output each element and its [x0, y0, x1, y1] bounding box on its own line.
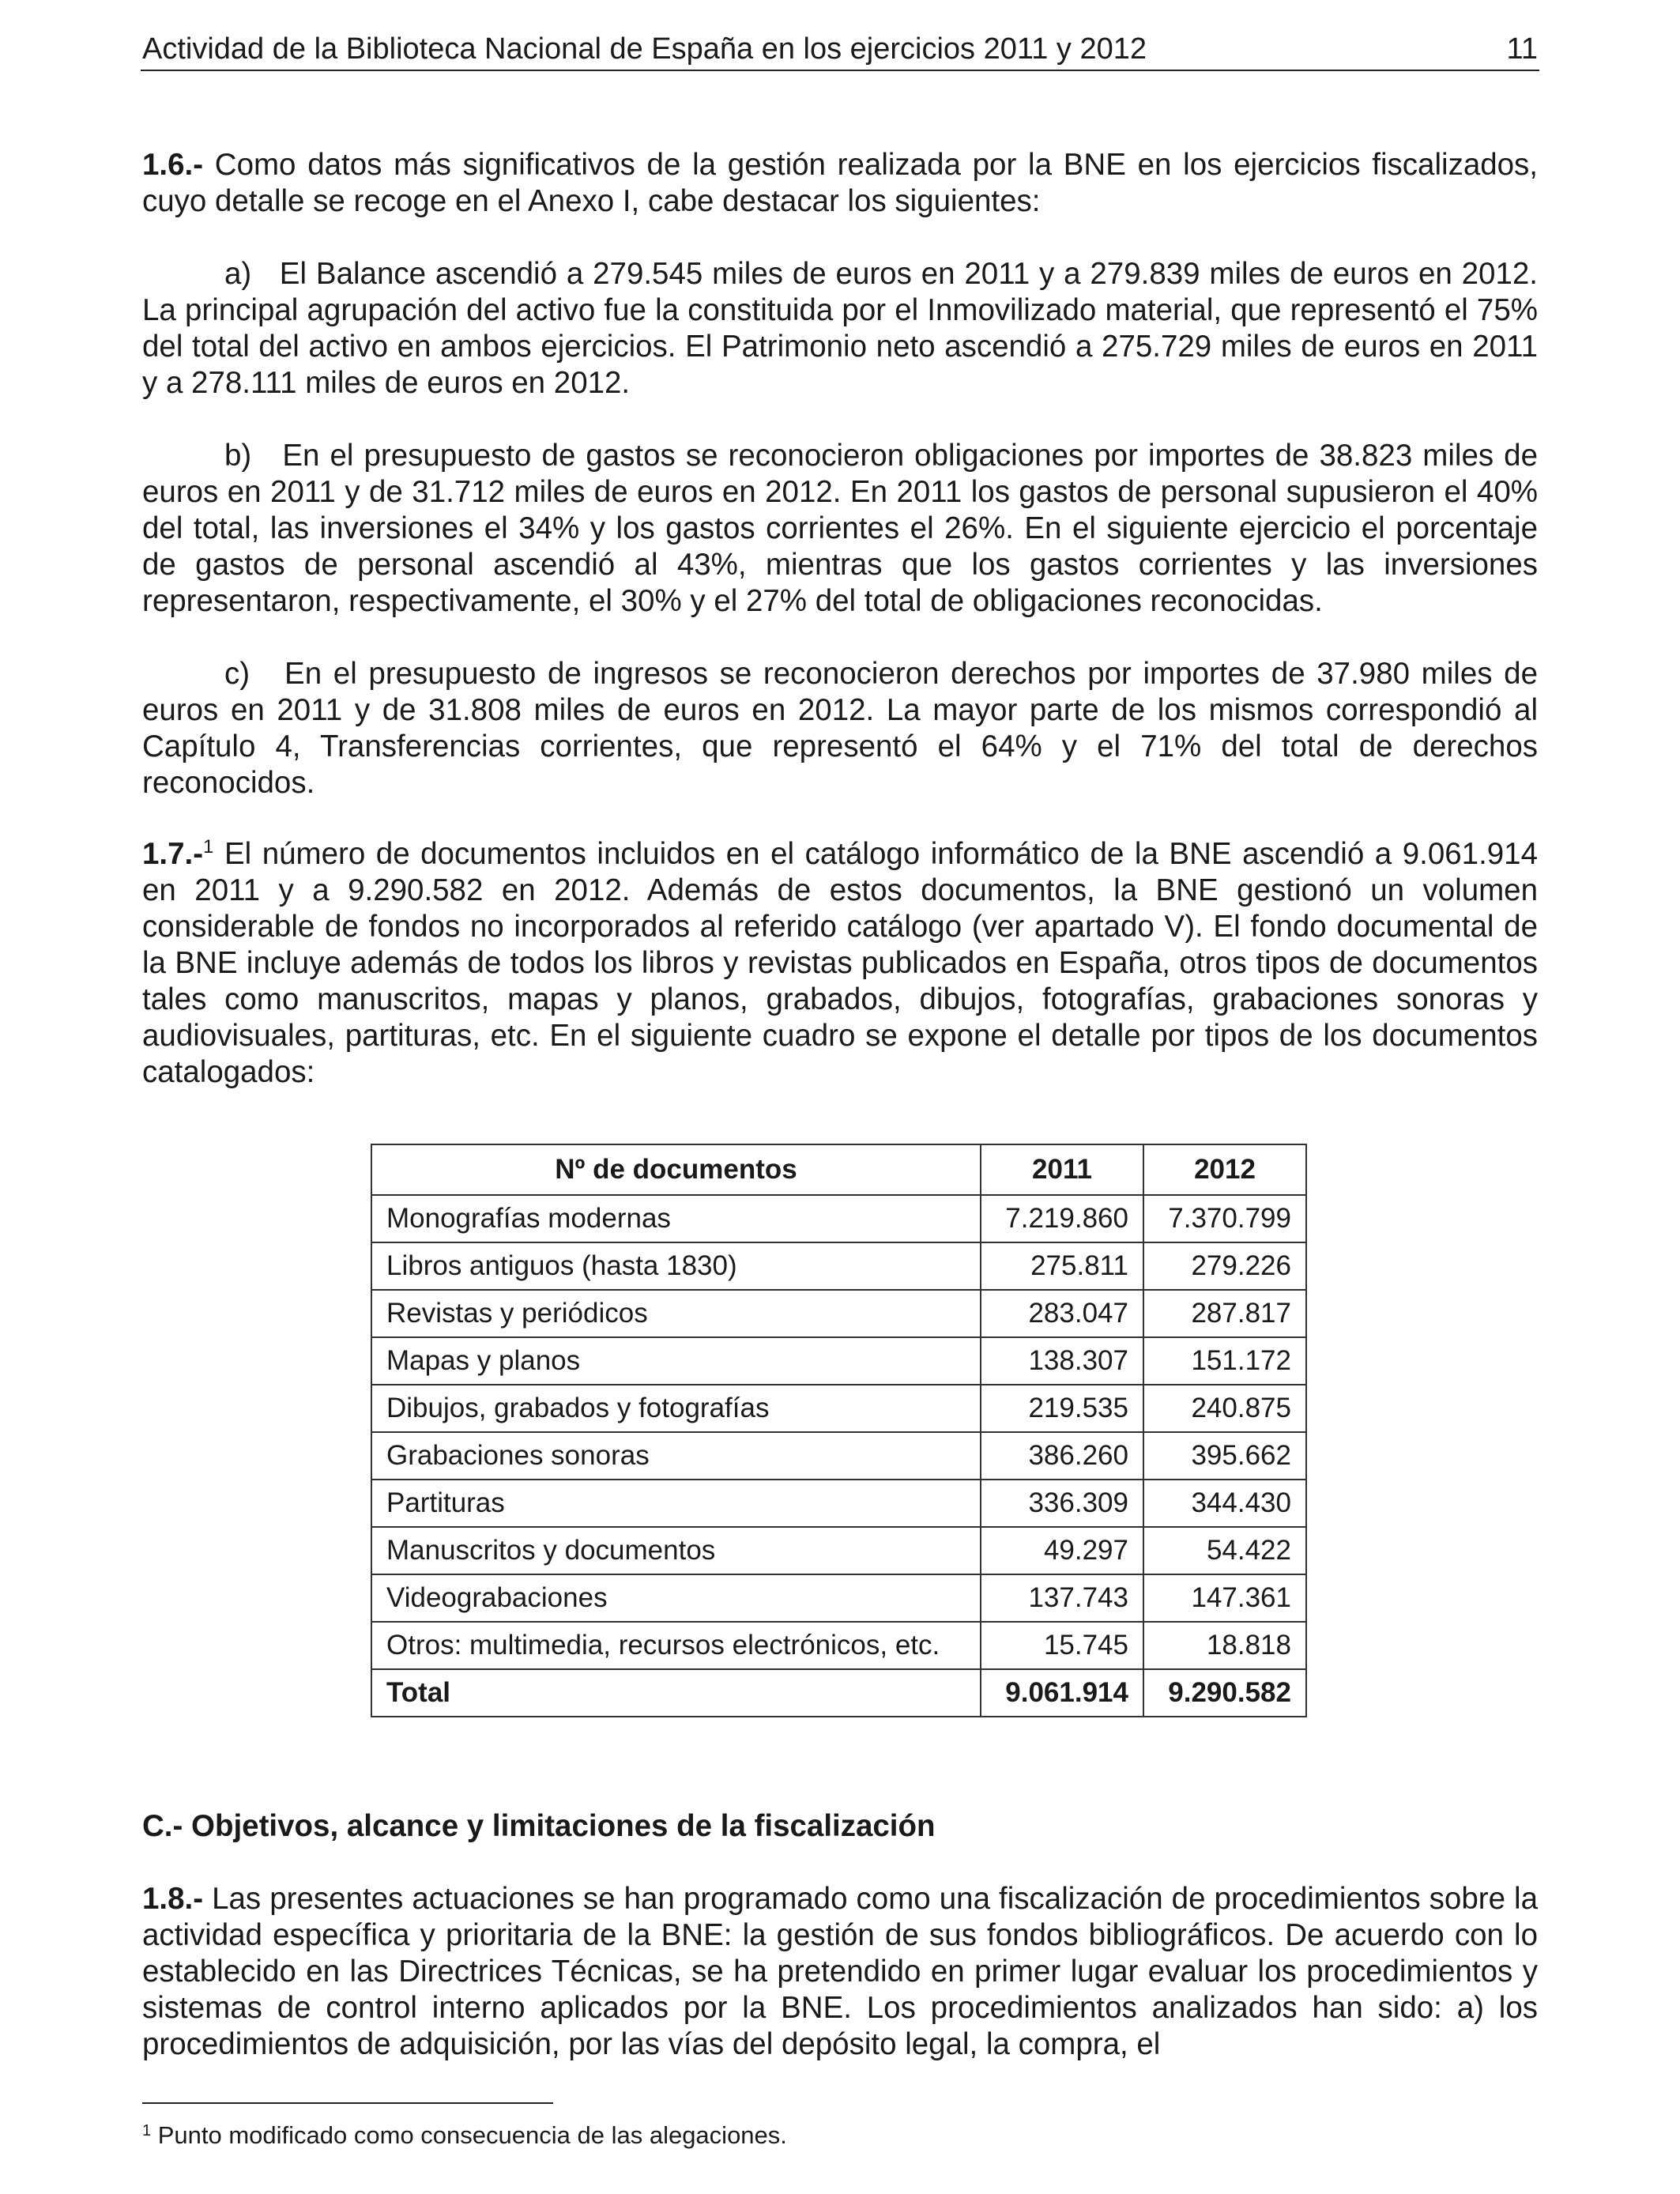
column-header: Nº de documentos [371, 1144, 981, 1195]
value-2012: 18.818 [1143, 1622, 1306, 1669]
row-label: Grabaciones sonoras [371, 1432, 981, 1480]
paragraph-1-6-b: b) En el presupuesto de gastos se reconocieron obligaciones por importes de 38.823 miles de euros en 2011 y de 31.712 miles de euros en 2012. En 2011 los gastos de personal supusieron el 40% del total, las inversiones el 34% y los gastos corrientes el 26%. En el siguiente ejercicio el porcentaje de gastos de personal ascendió al 43%, mientras que los gastos corrientes y las inversiones representaron, respectivamente, el 30% y el 27% del total de obligaciones reconocidas. [142, 439, 1538, 618]
footnote-separator [142, 2102, 553, 2104]
value-2011: 138.307 [981, 1337, 1143, 1385]
value-2011: 336.309 [981, 1480, 1143, 1527]
value-2012: 279.226 [1143, 1242, 1306, 1290]
table-row [371, 1527, 1306, 1574]
header-title: Actividad de la Biblioteca Nacional de España en los ejercicios 2011 y 2012 [142, 32, 1147, 66]
table-row [371, 1337, 1306, 1385]
value-2012: 287.817 [1143, 1290, 1306, 1337]
value-2011: 219.535 [981, 1385, 1143, 1432]
table-row [371, 1622, 1306, 1669]
paragraph-text: Como datos más significativos de la gestión realizada por la BNE en los ejercicios fiscalizados, cuyo detalle se recoge en el Anexo I, cabe destacar los siguientes: [142, 148, 1538, 218]
value-2011: 15.745 [981, 1622, 1143, 1669]
footnote-text: Punto modificado como consecuencia de las alegaciones. [151, 2121, 787, 2149]
footnote [142, 2120, 787, 2151]
section-heading-c: C.- Objetivos, alcance y limitaciones de la fiscalización [142, 1809, 936, 1843]
paragraph-1-8 [142, 1881, 1538, 2063]
row-label: Revistas y periódicos [371, 1290, 981, 1337]
table-row [371, 1290, 1306, 1337]
table-row [371, 1385, 1306, 1432]
value-2012: 151.172 [1143, 1337, 1306, 1385]
page-number: 11 [1506, 32, 1538, 66]
row-label: Partituras [371, 1480, 981, 1527]
value-2012: 344.430 [1143, 1480, 1306, 1527]
total-2012: 9.290.582 [1143, 1669, 1306, 1717]
value-2012: 240.875 [1143, 1385, 1306, 1432]
table-header-row [371, 1144, 1306, 1195]
value-2011: 137.743 [981, 1574, 1143, 1622]
value-2012: 147.361 [1143, 1574, 1306, 1622]
paragraph-1-6-a: a) El Balance ascendió a 279.545 miles de euros en 2011 y a 279.839 miles de euros en 2012. La principal agrupación del activo fue la constituida por el Inmovilizado material, que representó el 75% del total del activo en ambos ejercicios. El Patrimonio neto ascendió a 275.729 miles de euros en 2011 y a 278.111 miles de euros en 2012. [142, 257, 1538, 400]
table-row [371, 1195, 1306, 1242]
value-2011: 386.260 [981, 1432, 1143, 1480]
table-row [371, 1242, 1306, 1290]
row-label: Libros antiguos (hasta 1830) [371, 1242, 981, 1290]
paragraph-text: El número de documentos incluidos en el catálogo informático de la BNE ascendió a 9.061.914 en 2011 y a 9.290.582 en 2012. Además de estos documentos, la BNE gestionó un volumen considerable de fondos no incorporados al referido catálogo (ver apartado V). El fondo documental de la BNE incluye además de todos los libros y revistas publicados en España, otros tipos de documentos tales como manuscritos, mapas y planos, grabados, dibujos, fotografías, grabaciones sonoras y audiovisuales, partituras, etc. En el siguiente cuadro se expone el detalle por tipos de los documentos catalogados: [142, 837, 1538, 1089]
table-row [371, 1574, 1306, 1622]
paragraph-label: 1.7.- [142, 837, 204, 871]
row-label: Mapas y planos [371, 1337, 981, 1385]
paragraph-text: Las presentes actuaciones se han programado como una fiscalización de procedimientos sobre la actividad específica y prioritaria de la BNE: la gestión de sus fondos bibliográficos. De acuerdo con lo establecido en las Directrices Técnicas, se ha pretendido en primer lugar evaluar los procedimientos y sistemas de control interno aplicados por la BNE. Los procedimientos analizados han sido: a) los procedimientos de adquisición, por las vías del depósito legal, la compra, el [142, 1882, 1538, 2061]
footnote-reference: 1 [203, 836, 214, 858]
documents-table [371, 1144, 1307, 1717]
paragraph-1-6-c: c) En el presupuesto de ingresos se reconocieron derechos por importes de 37.980 miles de euros en 2011 y de 31.808 miles de euros en 2012. La mayor parte de los mismos correspondió al Capítulo 4, Transferencias corrientes, que representó el 64% y el 71% del total de derechos reconocidos. [142, 657, 1538, 800]
value-2012: 54.422 [1143, 1527, 1306, 1574]
table-total-row [371, 1669, 1306, 1717]
paragraph-1-7 [142, 836, 1538, 1091]
paragraph-label: 1.8.- [142, 1882, 204, 1916]
page-header [141, 28, 1539, 71]
column-header: 2012 [1143, 1144, 1306, 1195]
value-2012: 7.370.799 [1143, 1195, 1306, 1242]
paragraph-1-6 [142, 147, 1538, 220]
table-row [371, 1432, 1306, 1480]
column-header: 2011 [981, 1144, 1143, 1195]
total-label: Total [371, 1669, 981, 1717]
footnote-mark: 1 [142, 2122, 152, 2139]
table-row [371, 1480, 1306, 1527]
paragraph-label: 1.6.- [142, 148, 204, 182]
row-label: Otros: multimedia, recursos electrónicos, etc. [371, 1622, 981, 1669]
total-2011: 9.061.914 [981, 1669, 1143, 1717]
row-label: Videograbaciones [371, 1574, 981, 1622]
value-2012: 395.662 [1143, 1432, 1306, 1480]
row-label: Monografías modernas [371, 1195, 981, 1242]
value-2011: 7.219.860 [981, 1195, 1143, 1242]
value-2011: 275.811 [981, 1242, 1143, 1290]
value-2011: 49.297 [981, 1527, 1143, 1574]
row-label: Dibujos, grabados y fotografías [371, 1385, 981, 1432]
value-2011: 283.047 [981, 1290, 1143, 1337]
row-label: Manuscritos y documentos [371, 1527, 981, 1574]
